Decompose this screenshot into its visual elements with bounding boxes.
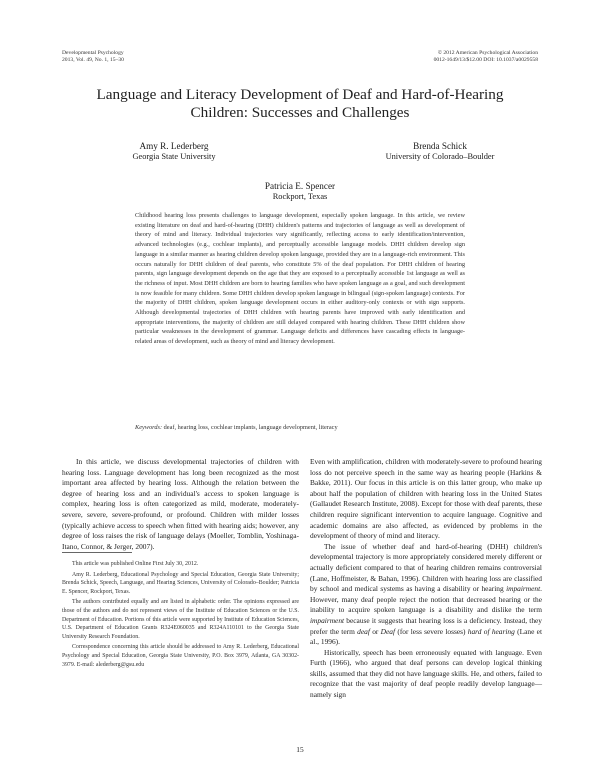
footnote-divider: [62, 552, 132, 553]
abstract: Childhood hearing loss presents challenges to language development, especially spoken language. In this article, we review existing literature on deaf and hard-of-hearing (DHH) children's patterns and trajectories of language as well as development of theory of mind and literacy. Individual trajectories vary significantly, reflecting access to early identification/intervention, advanced technologies (e.g., cochlear implants), and perceptually accessible language models. DHH children develop sign language in a similar manner as hearing children develop spoken language, provided they are in a language-rich environment. This occurs naturally for DHH children of deaf parents, who constitute 5% of the deaf population. For DHH children of hearing parents, sign language development depends on the age that they are exposed to a perceptually accessible 1st language as well as the richness of input. Most DHH children are born to hearing families who have spoken language as a goal, and such development is now feasible for many children. Some DHH children develop spoken language in bilingual (sign-spoken language) contexts. For the majority of DHH children, spoken language development occurs in either auditory-only contexts or with sign supports. Although developmental trajectories of DHH children with hearing parents have improved with early identification and appropriate interventions, the majority of children are still delayed compared with hearing children. These DHH children show particular weaknesses in the development of grammar. Language deficits and differences have cascading effects in language-related areas of development, such as theory of mind and literacy development.: [135, 212, 465, 346]
author-name: Patricia E. Spencer: [264, 181, 336, 191]
keywords-text: deaf, hearing loss, cochlear implants, language development, literacy: [163, 424, 338, 431]
copyright-notice: © 2012 American Psychological Association: [437, 50, 538, 56]
body-left-column: [62, 457, 299, 552]
footnote-affiliations: Amy R. Lederberg, Educational Psychology and Special Education, Georgia State University; Brenda Schick, Speech, Language, and Hearing Sciences, University of Colorado–Boulder; Patricia E. Spencer, Rockport, Texas.: [62, 571, 299, 595]
author-name: Brenda Schick: [413, 141, 467, 151]
author-block-1: [104, 141, 244, 162]
copyright-header: [434, 50, 538, 64]
author-block-3: [210, 181, 390, 202]
author-affiliation: Georgia State University: [132, 151, 216, 161]
title-line-1: Language and Literacy Development of Deaf and Hard-of-Hearing: [96, 86, 504, 103]
footnote-authors-note: The authors contributed equally and are listed in alphabetic order. The opinions expressed are those of the authors and do not represent views of the Institute of Education Sciences or the U.S. Department of Education. Portions of this article were supported by Institute of Education Sciences, U.S. Department of Education Grants R324E060035 and R324A110101 to the Georgia State University Research Foundation.: [62, 599, 299, 640]
footnote-correspondence: Correspondence concerning this article should be addressed to Amy R. Lederberg, Educational Psychology and Special Education, Georgia State University, P.O. Box 3979, Atlanta, GA 30302-3979. E-mail: alederberg@gsu.edu: [62, 644, 299, 668]
author-name: Amy R. Lederberg: [139, 141, 209, 151]
article-title: [40, 86, 560, 121]
body-right-column: [310, 457, 542, 701]
body-paragraph: Even with amplification, children with moderately-severe to profound hearing loss do not perceive speech in the same way as hearing people (Harkins & Bakke, 2011). Our focus in this article is on this latter group, who make up about half the population of children with hearing loss in the United States (Gallaudet Research Institute, 2008). Except for those with deaf parents, these children require significant intervention to acquire language. Cognitive and academic domains are also affected, as evidenced by problems in the development of theory of mind and literacy.: [310, 457, 542, 541]
page-number: 15: [296, 745, 304, 754]
journal-volume: 2013, Vol. 49, No. 1, 15–30: [62, 57, 124, 64]
author-affiliation: Rockport, Texas: [272, 191, 328, 201]
body-paragraph: The issue of whether deaf and hard-of-hearing (DHH) children's developmental trajectory is more appropriately considered merely different or actually deficient compared to that of hearing children remains controversial (Lane, Hoffmeister, & Bahan, 1996). Children with hearing loss are classified by school and medical systems as having a disability or hearing impairment. However, many deaf people reject the notion that decreased hearing or the inability to acquire spoken language is a disability and dislike the term impairment because it suggests that hearing loss is a deficiency. Instead, they prefer the term deaf or Deaf (for less severe losses) hard of hearing (Lane et al., 1996).: [310, 541, 542, 647]
body-paragraph: Historically, speech has been erroneously equated with language. Even Furth (1966), who argued that deaf persons can develop logical thinking skills, assumed that they did not have language skills. He, and others, failed to recognize that the vast majority of deaf people readily develop language—namely sign: [310, 647, 542, 700]
footnotes: [62, 560, 299, 671]
body-paragraph: In this article, we discuss developmental trajectories of children with hearing loss. Language development has long been recognized as the most important area affected by hearing loss. Although the relation between the degree of hearing loss and an individual's access to spoken language is complex, hearing loss is often categorized as mild, moderate, moderately-severe, severe, severe-profound, or profound. Children with milder losses (typically achieve access to speech when fitted with hearing aids; however, any degree of loss raises the risk of language delays (Moeller, Tomblin, Yoshinaga-Itano, Connor, & Jerger, 2007).: [62, 457, 299, 551]
footnote-publication: This article was published Online First July 30, 2012.: [72, 561, 199, 567]
author-affiliation: University of Colorado–Boulder: [385, 151, 495, 161]
keywords-label: Keywords:: [135, 424, 163, 431]
doi: 0012-1649/13/$12.00 DOI: 10.1037/a0029558: [433, 57, 538, 64]
keywords: [135, 423, 465, 433]
journal-header: [62, 50, 124, 64]
author-block-2: [350, 141, 530, 162]
title-line-2: Children: Successes and Challenges: [190, 103, 410, 121]
journal-name: Developmental Psychology: [62, 50, 124, 56]
